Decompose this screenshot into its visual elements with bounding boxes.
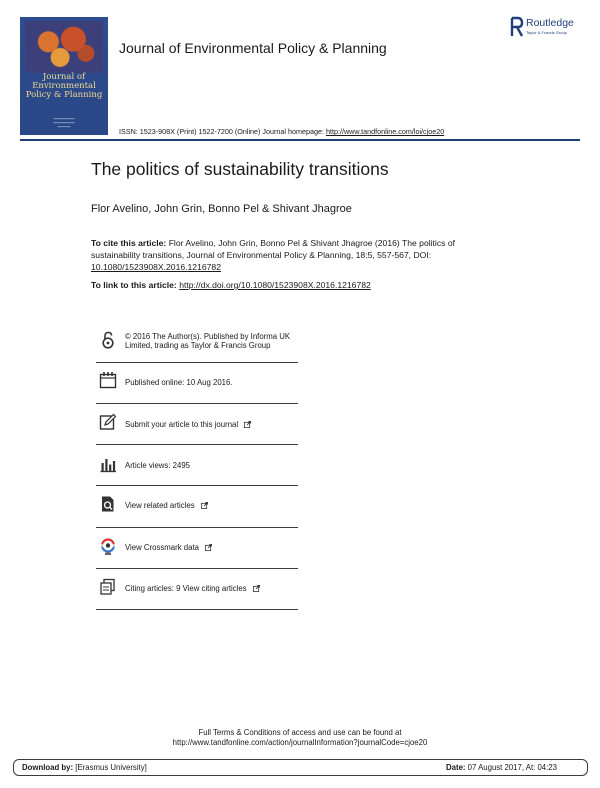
journal-homepage-link[interactable]: http://www.tandfonline.com/loi/cjoe20 bbox=[325, 127, 445, 136]
external-link-icon bbox=[205, 544, 212, 551]
terms-url-link[interactable]: http://www.tandfonline.com/action/journalInformation?journalCode=cjoe20 bbox=[172, 738, 428, 747]
terms-notice bbox=[0, 728, 600, 748]
cite-text: Flor Avelino, John Grin, Bonno Pel & Shivant Jhagroe (2016) The politics of sustainability transitions, Journal of Environmental Policy & Planning, 18:5, 557-567, DOI: bbox=[91, 238, 455, 260]
citing-articles-row[interactable] bbox=[96, 569, 298, 610]
publisher-name: Routledge bbox=[526, 17, 574, 29]
crossmark-container bbox=[125, 543, 297, 552]
search-document-icon bbox=[99, 495, 117, 513]
downloaded-by-value: [Erasmus University] bbox=[73, 763, 147, 772]
download-date-value: 07 August 2017, At: 04:23 bbox=[465, 763, 557, 772]
related-articles-link[interactable]: View related articles bbox=[125, 501, 195, 510]
article-title: The politics of sustainability transitions bbox=[91, 159, 389, 179]
doi-link[interactable]: 10.1080/1523908X.2016.1216782 bbox=[91, 262, 221, 272]
submit-article-row[interactable] bbox=[96, 404, 298, 445]
article-doi-url-link[interactable]: http://dx.doi.org/10.1080/1523908X.2016.1216782 bbox=[179, 280, 371, 290]
issn-line bbox=[119, 127, 444, 136]
citation-block bbox=[91, 237, 501, 273]
crossmark-icon bbox=[99, 538, 117, 556]
edit-icon bbox=[99, 413, 117, 431]
article-views-text: Article views: 2495 bbox=[125, 461, 191, 470]
cover-artwork bbox=[25, 21, 103, 73]
license-text: © 2016 The Author(s). Published by Informa UK Limited, trading as Taylor & Francis Group bbox=[125, 332, 291, 350]
issn-text: ISSN: 1523-908X (Print) 1522-7200 (Online) Journal homepage: bbox=[119, 127, 326, 136]
external-link-icon bbox=[253, 585, 260, 592]
bar-chart-icon bbox=[99, 455, 117, 473]
calendar-icon bbox=[99, 371, 117, 389]
cite-label: To cite this article: bbox=[91, 238, 169, 248]
published-online-text: Published online: 10 Aug 2016. bbox=[125, 378, 233, 387]
terms-line: Full Terms & Conditions of access and use can be found at bbox=[198, 728, 402, 737]
citing-articles-icon bbox=[99, 578, 117, 596]
crossmark-link[interactable]: View Crossmark data bbox=[125, 543, 199, 552]
article-views-row bbox=[96, 445, 298, 486]
open-access-icon bbox=[99, 331, 117, 349]
article-authors: Flor Avelino, John Grin, Bonno Pel & Shivant Jhagroe bbox=[91, 203, 352, 215]
header-divider bbox=[20, 139, 580, 141]
related-articles-row[interactable] bbox=[96, 486, 298, 528]
cover-title: Journal of Environmental Policy & Planning bbox=[25, 72, 103, 100]
submit-article-link[interactable]: Submit your article to this journal bbox=[125, 420, 239, 429]
publisher-tagline: Taylor & Francis Group bbox=[526, 30, 567, 35]
crossmark-row[interactable] bbox=[96, 528, 298, 569]
article-info-list bbox=[96, 319, 298, 610]
link-label: To link to this article: bbox=[91, 280, 180, 290]
routledge-logo-icon bbox=[510, 16, 524, 38]
download-info-bar bbox=[13, 759, 588, 776]
external-link-icon bbox=[244, 421, 251, 428]
related-articles-container bbox=[125, 501, 297, 510]
downloaded-by-label: Download by: bbox=[22, 763, 74, 772]
journal-cover-image bbox=[20, 17, 108, 135]
journal-title: Journal of Environmental Policy & Planning bbox=[119, 40, 387, 56]
cover-footer-text: ━━━━━━━━━━ ━━━━━━━━━━ ━━━━━━ bbox=[53, 117, 75, 129]
download-date-label: Date: bbox=[446, 763, 466, 772]
citing-articles-container bbox=[125, 584, 297, 593]
citing-articles-link[interactable]: Citing articles: 9 View citing articles bbox=[125, 584, 247, 593]
article-link-line bbox=[91, 280, 371, 290]
publisher-logo bbox=[510, 16, 590, 40]
downloaded-by bbox=[22, 763, 147, 772]
submit-article-container bbox=[125, 420, 297, 429]
published-online-row bbox=[96, 363, 298, 404]
external-link-icon bbox=[201, 502, 208, 509]
license-row bbox=[96, 319, 298, 363]
download-date bbox=[446, 763, 557, 772]
